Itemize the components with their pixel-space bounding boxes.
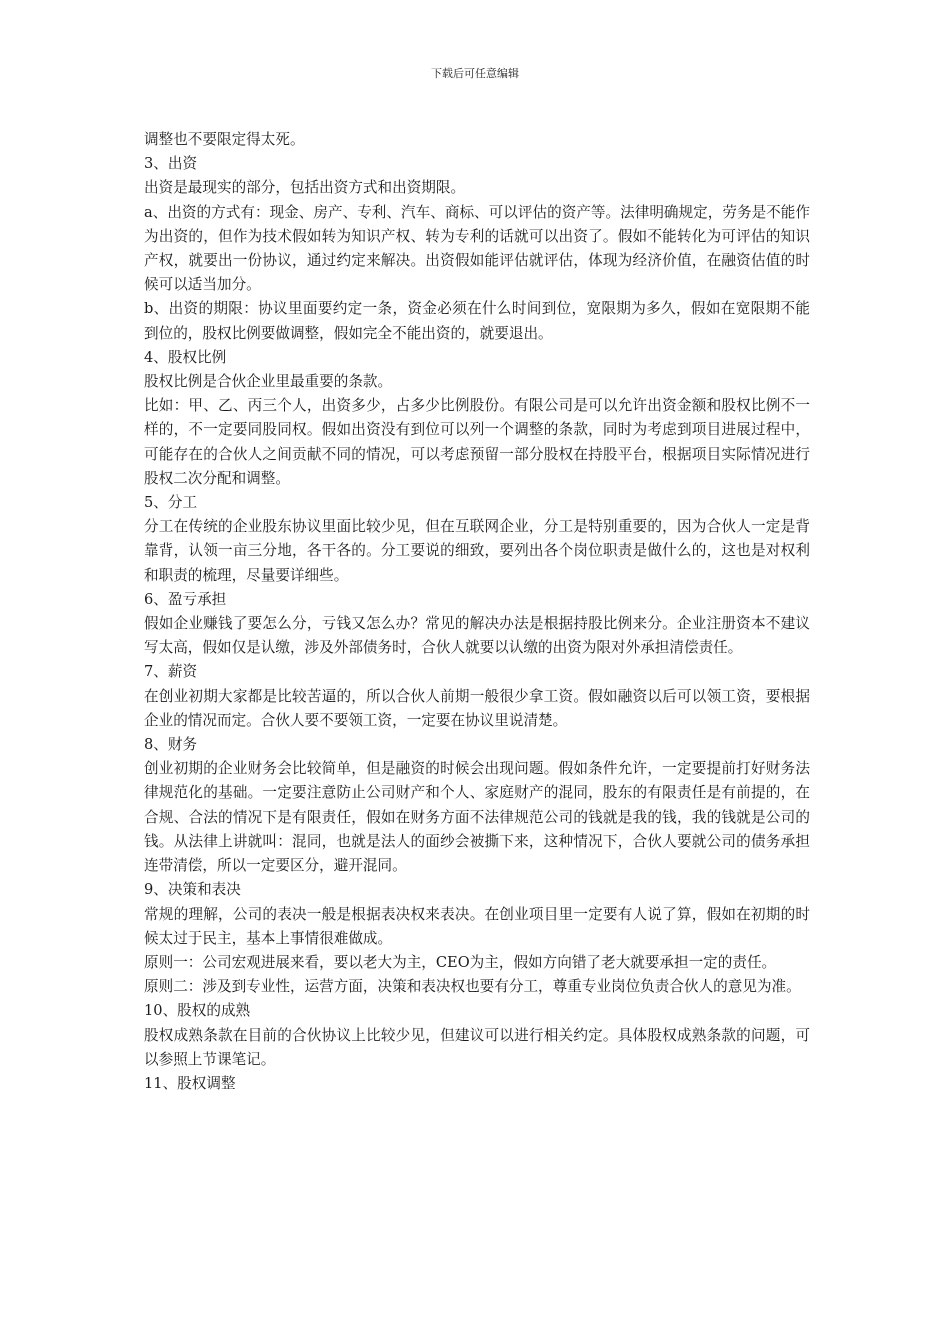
paragraph: 创业初期的企业财务会比较简单，但是融资的时候会出现问题。假如条件允许，一定要提前打好财务法律规范化的基础。一定要注意防止公司财产和个人、家庭财产的混同，股东的有限责任是有前提的，在合规、合法的情况下是有限责任，假如在财务方面不法律规范公司的钱就是我的钱，我的钱就是公司的钱。从法律上讲就叫：混同，也就是法人的面纱会被撕下来，这种情况下，合伙人要就公司的债务承担连带清偿，所以一定要区分，避开混同。 [144,760,810,875]
section-heading: 7、薪资 [144,663,198,681]
paragraph: 分工在传统的企业股东协议里面比较少见，但在互联网企业，分工是特别重要的，因为合伙人一定是背靠背，认领一亩三分地，各干各的。分工要说的细致，要列出各个岗位职责是做什么的，这也是对权利和职责的梳理，尽量要详细些。 [144,518,810,584]
paragraph: 股权比例是合伙企业里最重要的条款。 [144,373,393,391]
section-heading: 6、盈亏承担 [144,590,227,608]
paragraph: 原则二：涉及到专业性，运营方面，决策和表决权也要有分工，尊重专业岗位负责合伙人的意见为准。 [144,978,801,996]
section-heading: 11、股权调整 [144,1074,236,1092]
document-body [144,128,810,1096]
section-heading: 3、出资 [144,155,198,173]
paragraph: b、出资的期限：协议里面要约定一条，资金必须在什么时间到位，宽限期为多久，假如在宽限期不能到位的，股权比例要做调整，假如完全不能出资的，就要退出。 [144,300,810,342]
paragraph: 出资是最现实的部分，包括出资方式和出资期限。 [144,179,466,197]
paragraph: 假如企业赚钱了要怎么分，亏钱又怎么办？常见的解决办法是根据持股比例来分。企业注册资本不建议写太高，假如仅是认缴，涉及外部债务时，合伙人就要以认缴的出资为限对外承担清偿责任。 [144,615,810,657]
paragraph: a、出资的方式有：现金、房产、专利、汽车、商标、可以评估的资产等。法律明确规定，劳务是不能作为出资的，但作为技术假如转为知识产权、转为专利的话就可以出资了。假如不能转化为可评估的知识产权，就要出一份协议，通过约定来解决。出资假如能评估就评估，体现为经济价值，在融资估值的时候可以适当加分。 [144,203,810,294]
paragraph: 在创业初期大家都是比较苦逼的，所以合伙人前期一般很少拿工资。假如融资以后可以领工资，要根据企业的情况而定。合伙人要不要领工资，一定要在协议里说清楚。 [144,687,810,729]
paragraph: 原则一：公司宏观进展来看，要以老大为主，CEO为主，假如方向错了老大就要承担一定的责任。 [144,953,777,971]
section-heading: 10、股权的成熟 [144,1002,251,1020]
paragraph: 股权成熟条款在目前的合伙协议上比较少见，但建议可以进行相关约定。具体股权成熟条款的问题，可以参照上节课笔记。 [144,1026,810,1068]
section-heading: 9、决策和表决 [144,881,241,899]
paragraph: 比如：甲、乙、丙三个人，出资多少，占多少比例股份。有限公司是可以允许出资金额和股权比例不一样的，不一定要同股同权。假如出资没有到位可以列一个调整的条款，同时为考虑到项目进展过程中，可能存在的合伙人之间贡献不同的情况，可以考虑预留一部分股权在持股平台，根据项目实际情况进行股权二次分配和调整。 [144,397,810,487]
paragraph: 常规的理解，公司的表决一般是根据表决权来表决。在创业项目里一定要有人说了算，假如在初期的时候太过于民主，基本上事情很难做成。 [144,905,810,947]
section-heading: 5、分工 [144,494,198,512]
section-heading: 4、股权比例 [144,348,227,366]
paragraph: 调整也不要限定得太死。 [144,131,305,148]
section-heading: 8、财务 [144,736,198,754]
page-header-note: 下载后可任意编辑 [431,67,519,80]
